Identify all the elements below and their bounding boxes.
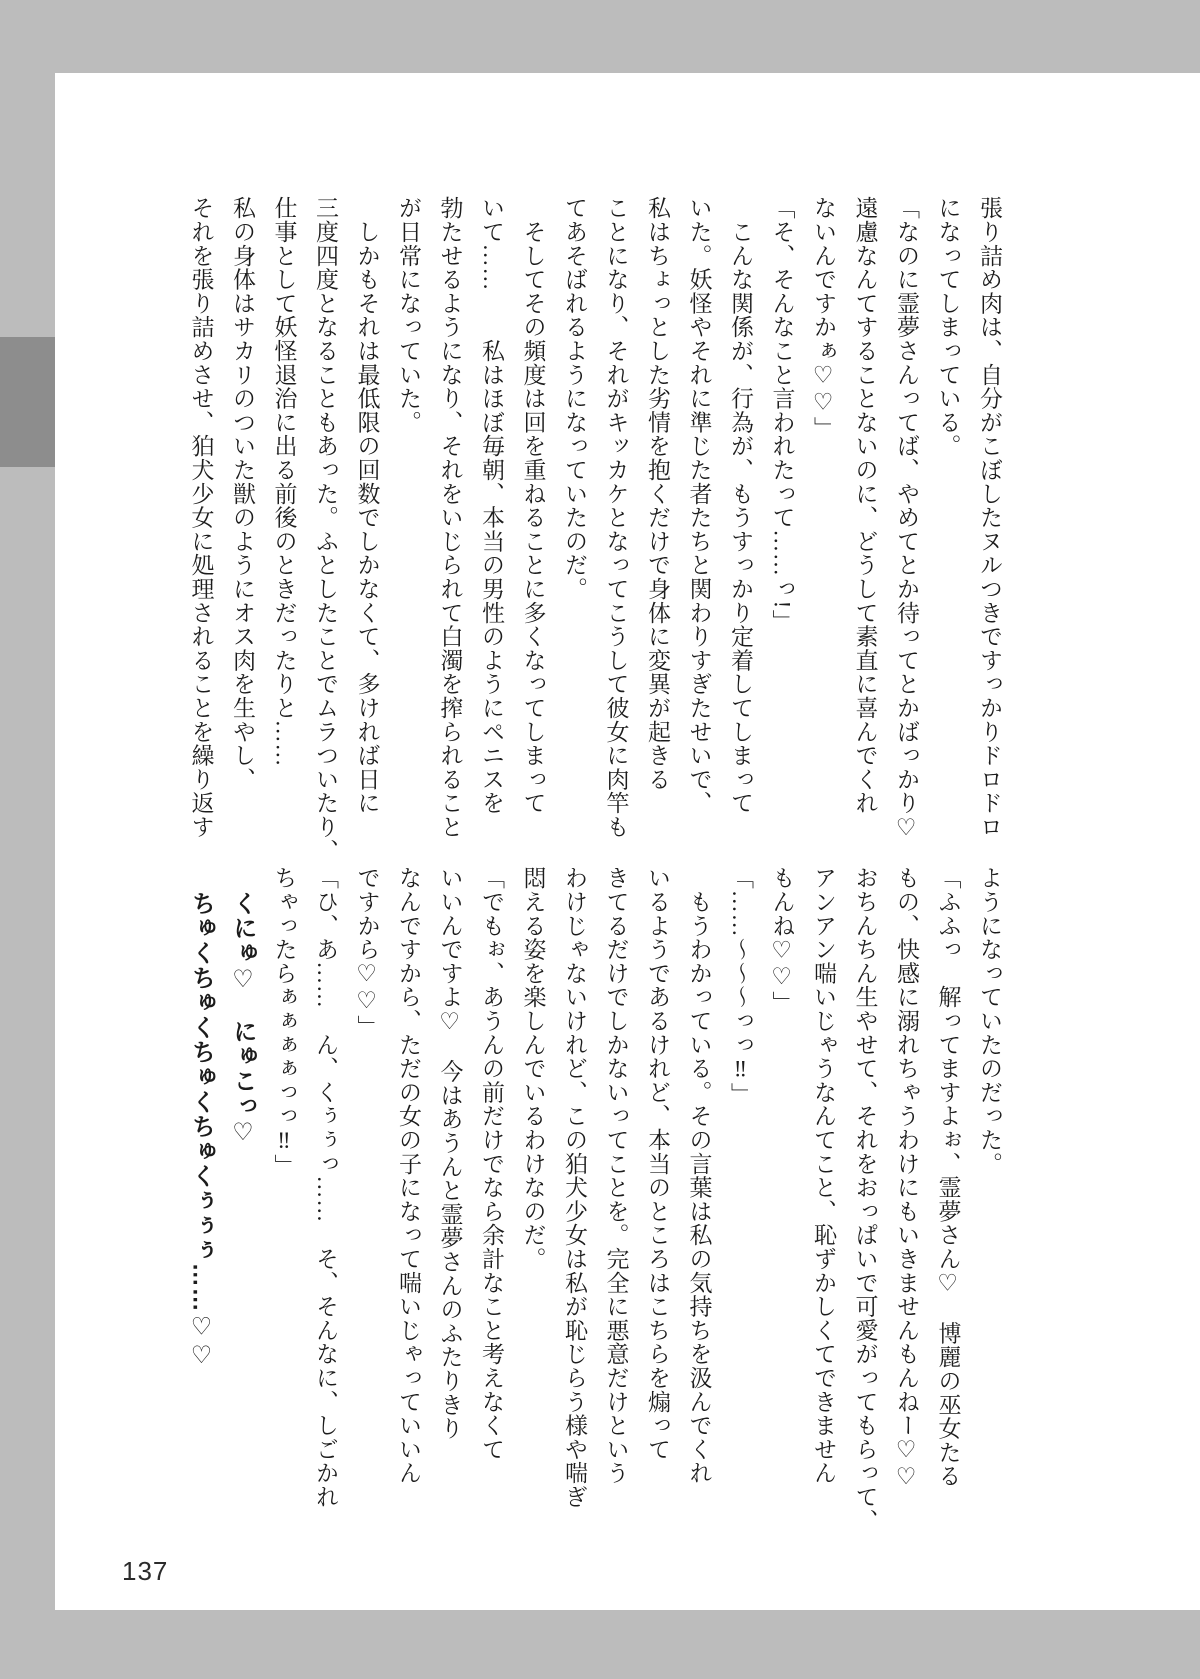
text-line: 張り詰め肉は、自分がこぼしたヌルつきですっかりドロドロ [977, 196, 1002, 839]
text-line: おちんちん生やせて、それをおっぱいで可愛がってもらって、 [852, 866, 878, 1533]
text-line: ちゃったらぁぁぁぁっっ‼」 [271, 866, 297, 1178]
text-line: 仕事として妖怪退治に出る前後のときだったりと…… [271, 196, 297, 768]
page-number: 137 [122, 1556, 169, 1586]
text-line: こんな関係が、行為が、もうすっかり定着してしまって [728, 196, 753, 815]
text-line: もんね♡♡」 [769, 866, 795, 1015]
text-line: 私の身体はサカリのついた獣のようにオス肉を生やし、 [230, 196, 255, 791]
text-line: ようになっていたのだった。 [977, 866, 1002, 1176]
text-line: 勃たせるようになり、それをいじられて白濁を搾られること [437, 196, 463, 839]
text-line: そしてその頻度は回を重ねることに多くなってしまって [520, 196, 546, 815]
text-line: 私はちょっとした劣情を抱くだけで身体に変異が起きる [645, 196, 670, 791]
text-line: もの、快感に溺れちゃうわけにもいきませんもんねー♡♡ [894, 866, 919, 1491]
text-line: いるようであるけれど、本当のところはこちらを煽って [645, 866, 670, 1461]
text-line: 「……～～～っっ‼」 [728, 866, 753, 1106]
vertical-text-block-lower [178, 866, 1010, 1536]
text-line: しかもそれは最低限の回数でしかなくて、多ければ日に [354, 196, 380, 815]
text-line: アンアン喘いじゃうなんてこと、恥ずかしくてできません [811, 866, 836, 1485]
text-line: 遠慮なんてすることないのに、どうして素直に喜んでくれ [852, 196, 878, 815]
text-line: もうわかっている。その言葉は私の気持ちを汲んでくれ [686, 866, 712, 1485]
text-line: いて…… 私はほぼ毎朝、本当の男性のようにペニスを [479, 196, 504, 815]
page-margin-top [0, 0, 1200, 73]
text-line: くにゅ♡ にゅこっ♡ [229, 866, 256, 1147]
text-line: ですから♡♡」 [354, 866, 380, 1039]
text-line: 「ひ、あ…… ん、くぅぅっ…… そ、そんなに、しごかれ [313, 866, 338, 1509]
text-line: になってしまっている。 [935, 196, 961, 458]
text-line: 「ふふっ 解ってますよぉ、霊夢さん♡ 博麗の巫女たる [935, 866, 961, 1488]
text-line: わけじゃないけれど、この狛犬少女は私が恥じらう様や喘ぎ [562, 866, 587, 1509]
vertical-text-block-upper [178, 196, 1010, 866]
text-line: それを張り詰めさせ、狛犬少女に処理されることを繰り返す [188, 196, 214, 839]
text-line: 悶える姿を楽しんでいるわけなのだ。 [520, 866, 546, 1271]
text-line: ないんですかぁ♡♡」 [811, 196, 836, 440]
text-line: なんですから、ただの女の子になって喘いじゃっていいん [396, 866, 421, 1485]
page-margin-bottom [0, 1610, 1200, 1679]
text-line: きてるだけでしかないってことを。完全に悪意だけという [603, 866, 629, 1485]
text-line: いいんですよ♡ 今はあうんと霊夢さんのふたりきり [437, 866, 463, 1441]
text-line: 「そ、そんなこと言われたって……っ!」 [769, 196, 795, 633]
text-line: いた。妖怪やそれに準じた者たちと関わりすぎたせいで、 [686, 196, 712, 815]
text-line: ちゅくちゅくちゅくちゅくぅぅぅ……♡♡ [187, 866, 215, 1370]
text-line: 三度四度となることもあった。ふとしたことでムラついたり、 [313, 196, 338, 863]
text-line: てあそばれるようになっていたのだ。 [562, 196, 587, 601]
page-margin-left [0, 0, 55, 1679]
text-line: ことになり、それがキッカケとなってこうして彼女に肉竿も [603, 196, 629, 839]
spine-tab [0, 337, 55, 467]
text-line: が日常になっていた。 [396, 196, 421, 434]
text-line: 「なのに霊夢さんってば、やめてとか待ってとかばっかり♡ [894, 196, 919, 842]
text-line: 「でもぉ、あうんの前だけでなら余計なこと考えなくて [479, 866, 504, 1461]
